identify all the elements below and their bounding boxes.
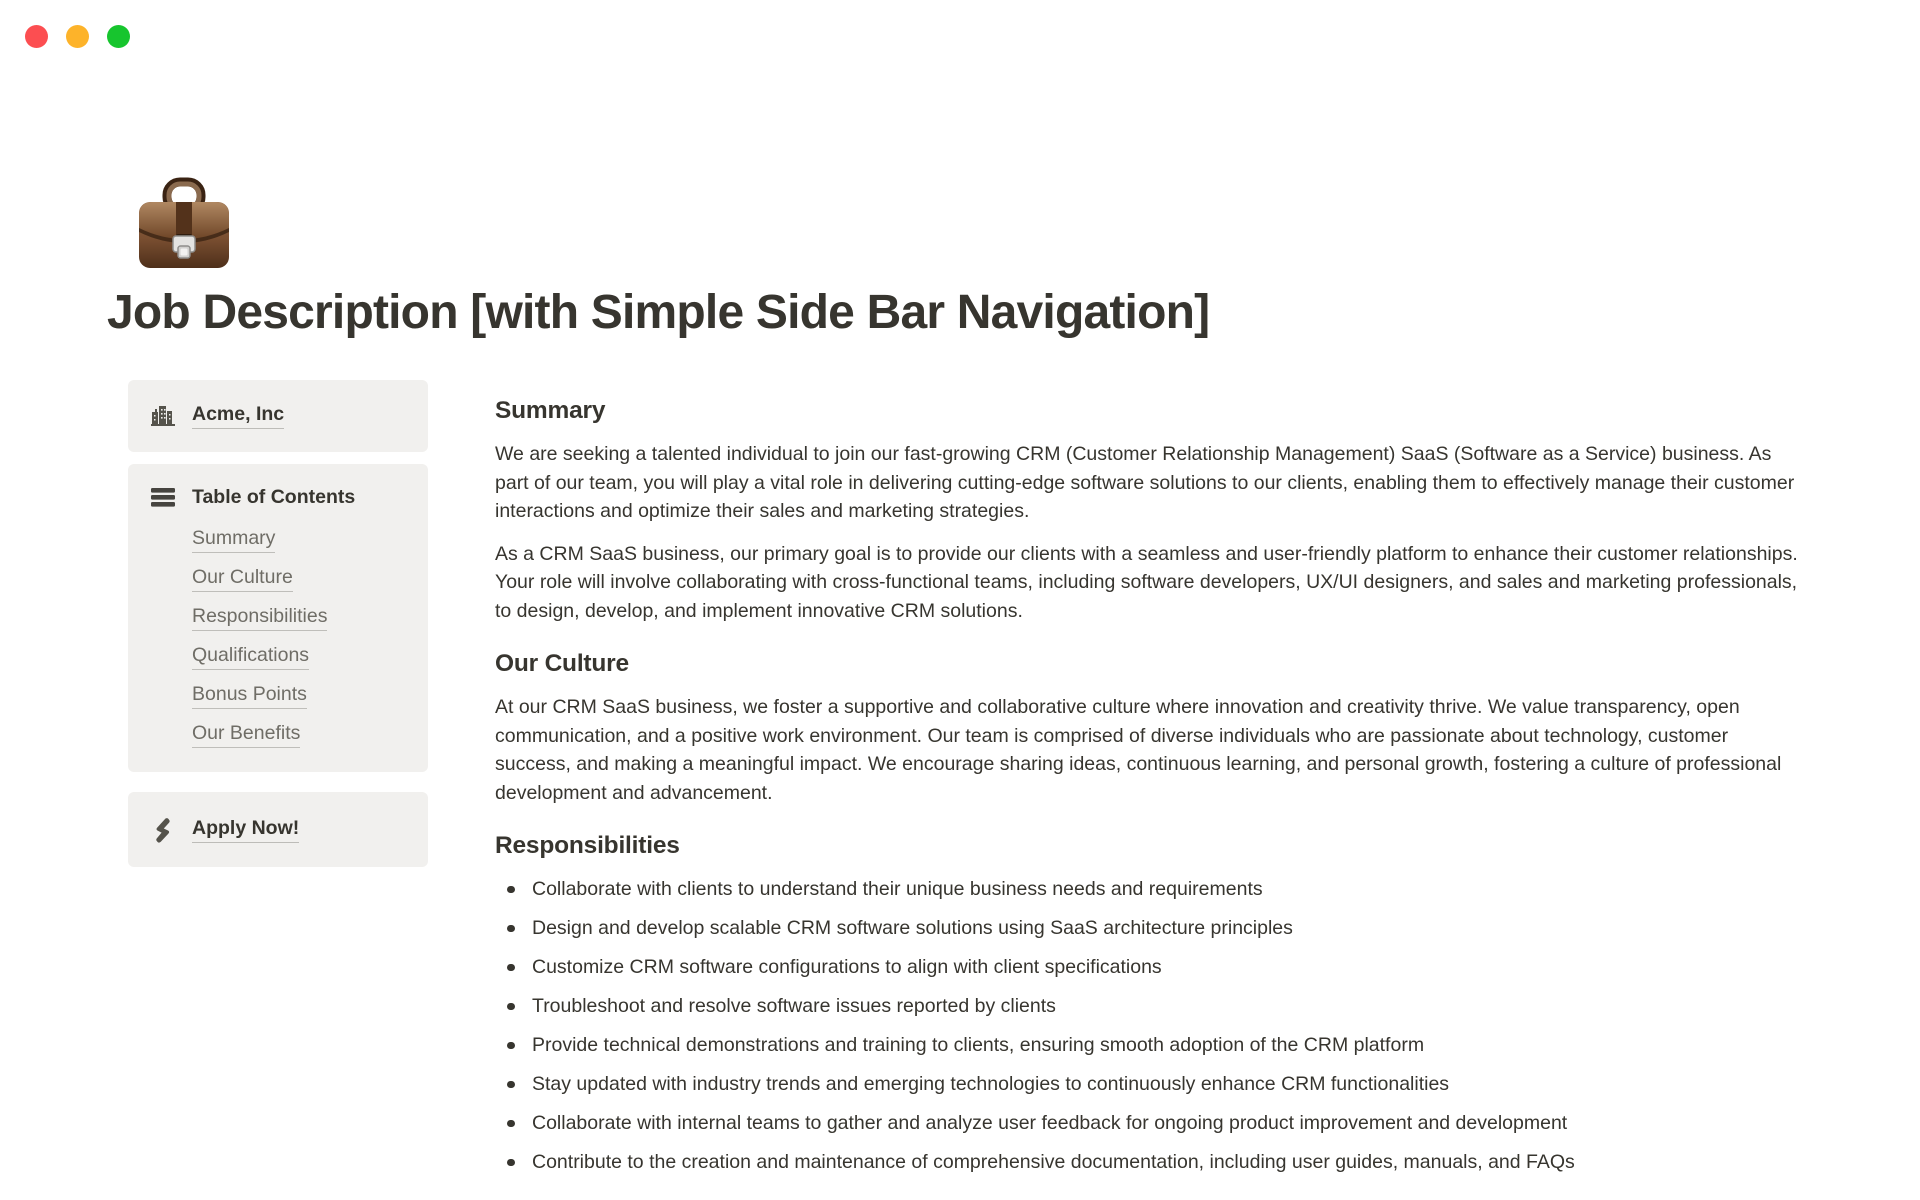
page-icon[interactable]	[133, 176, 235, 274]
page-title: Job Description [with Simple Side Bar Navigation]	[107, 286, 1210, 339]
summary-paragraph-1: We are seeking a talented individual to join our fast-growing CRM (Customer Relationship Management) SaaS (Software as a Service) business. As part of our team, you will play a vital role in delivering cutting-edge software solutions to our clients, enabling them to effectively manage their customer interactions and optimize their sales and marketing strategies.	[495, 443, 1795, 522]
section-heading-our-culture: Our Culture	[495, 650, 629, 677]
minimize-button[interactable]	[66, 25, 89, 48]
zoom-button[interactable]	[107, 25, 130, 48]
toc-link-bonus-points[interactable]: Bonus Points	[192, 683, 307, 709]
responsibility-item: Troubleshoot and resolve software issues reported by clients	[532, 992, 1805, 1021]
toc-item	[192, 676, 406, 715]
office-building-icon	[150, 403, 176, 429]
company-card	[128, 380, 428, 452]
toc-link-qualifications[interactable]: Qualifications	[192, 644, 309, 670]
toc-item	[192, 715, 406, 754]
toc-item	[192, 637, 406, 676]
toc-link-responsibilities[interactable]: Responsibilities	[192, 605, 327, 631]
our-culture-paragraph: At our CRM SaaS business, we foster a supportive and collaborative culture where innovation and creativity thrive. We value transparency, open communication, and a positive work environment. Our team is comprised of diverse individuals who are passionate about technology, customer success, and making a meaningful impact. We encourage sharing ideas, continuous learning, and personal growth, fostering a culture of professional development and advancement.	[495, 696, 1782, 804]
responsibilities-list	[495, 875, 1805, 1177]
menu-icon	[150, 484, 176, 510]
table-of-contents-card	[128, 464, 428, 772]
responsibility-item: Provide technical demonstrations and training to clients, ensuring smooth adoption of the CRM platform	[532, 1031, 1805, 1060]
company-link[interactable]: Acme, Inc	[192, 403, 284, 429]
toc-item	[192, 559, 406, 598]
toc-header	[150, 482, 406, 512]
document-body	[495, 396, 1805, 1187]
responsibility-item: Collaborate with clients to understand their unique business needs and requirements	[532, 875, 1805, 904]
toc-item	[192, 598, 406, 637]
apply-card	[128, 792, 428, 867]
summary-paragraph-2: As a CRM SaaS business, our primary goal is to provide our clients with a seamless and user-friendly platform to enhance their customer relationships. Your role will involve collaborating with cross-functional teams, including software developers, UX/UI designers, and sales and marketing professionals, to design, develop, and implement innovative CRM solutions.	[495, 542, 1798, 622]
section-heading-summary: Summary	[495, 397, 606, 424]
toc-link-our-culture[interactable]: Our Culture	[192, 566, 293, 592]
responsibility-item: Stay updated with industry trends and emerging technologies to continuously enhance CRM functionalities	[532, 1070, 1805, 1099]
section-heading-responsibilities: Responsibilities	[495, 832, 680, 859]
toc-link-summary[interactable]: Summary	[192, 527, 275, 553]
responsibility-item: Collaborate with internal teams to gather and analyze user feedback for ongoing product improvement and development	[532, 1109, 1805, 1138]
responsibility-item: Design and develop scalable CRM software solutions using SaaS architecture principles	[532, 914, 1805, 943]
toc-link-our-benefits[interactable]: Our Benefits	[192, 722, 300, 748]
responsibility-item: Customize CRM software configurations to align with client specifications	[532, 953, 1805, 982]
sidebar	[128, 380, 428, 867]
window-controls	[25, 25, 130, 48]
toc-list	[192, 520, 406, 754]
toc-item	[192, 520, 406, 559]
close-button[interactable]	[25, 25, 48, 48]
responsibility-item: Contribute to the creation and maintenance of comprehensive documentation, including user guides, manuals, and FAQs	[532, 1148, 1805, 1177]
apply-now-link[interactable]: Apply Now!	[192, 817, 299, 843]
briefcase-icon	[133, 261, 235, 278]
toc-title: Table of Contents	[192, 485, 356, 508]
lightning-bolt-icon	[150, 817, 176, 843]
